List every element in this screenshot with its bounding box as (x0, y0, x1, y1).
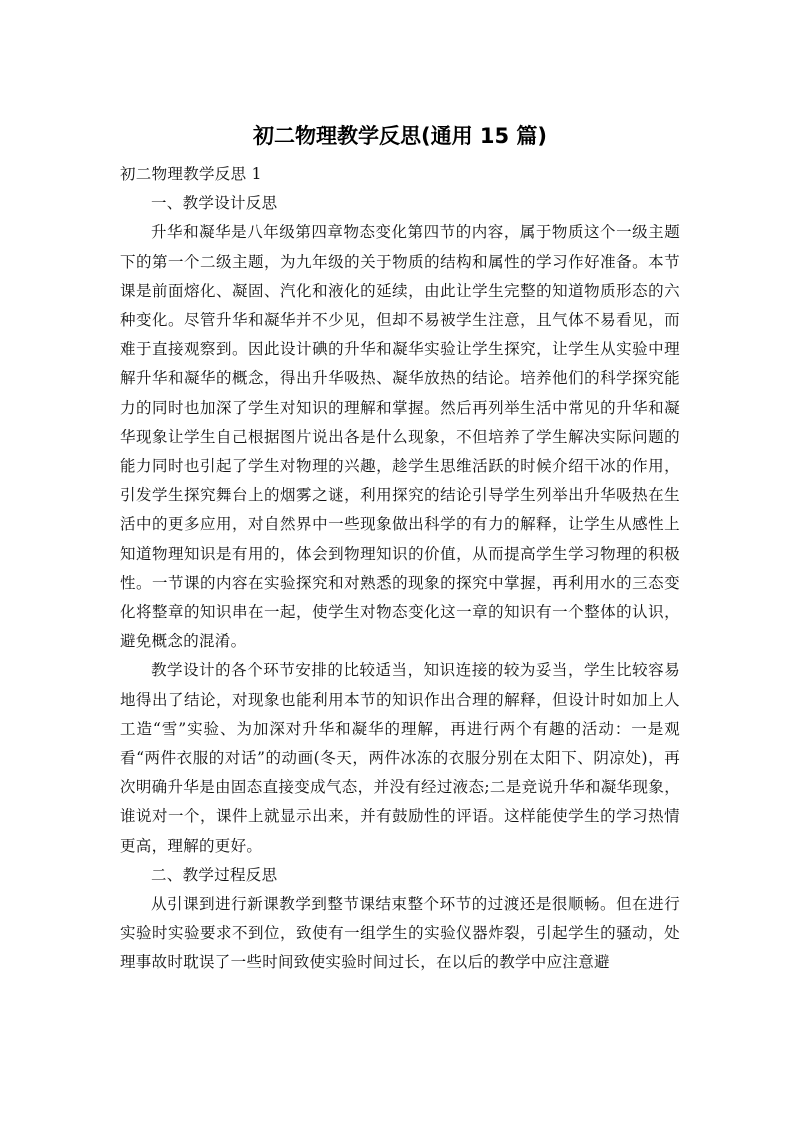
document-body (120, 160, 680, 978)
document-title: 初二物理教学反思(通用 15 篇) (252, 124, 548, 148)
process-paragraph-1: 从引课到进行新课教学到整节课结束整个环节的过渡还是很顺畅。但在进行实验时实验要求不到位，致使有一组学生的实验仪器炸裂，引起学生的骚动，处理事故时耽误了一些时间致使实验时间过长，在以后的教学中应注意避 (120, 895, 680, 972)
design-paragraph-2: 教学设计的各个环节安排的比较适当，知识连接的较为妥当，学生比较容易地得出了结论，对现象也能利用本节的知识作出合理的解释，但设计时如加上人工造“雪”实验、为加深对升华和凝华的理解，再进行两个有趣的活动：一是观看“两件衣服的对话”的动画(冬天，两件冰冻的衣服分别在太阳下、阴凉处)，再次明确升华是由固态直接变成气态，并没有经过液态;二是竞说升华和凝华现象，谁说对一个，课件上就显示出来，并有鼓励性的评语。这样能使学生的学习热情更高，理解的更好。 (120, 661, 680, 855)
document-subtitle: 初二物理教学反思 1 (120, 165, 262, 183)
design-paragraph-1: 升华和凝华是八年级第四章物态变化第四节的内容，属于物质这个一级主题下的第一个二级主题，为九年级的关于物质的结构和属性的学习作好准备。本节课是前面熔化、凝固、汽化和液化的延续，由此让学生完整的知道物质形态的六种变化。尽管升华和凝华并不少见，但却不易被学生注意，且气体不易看见，而难于直接观察到。因此设计碘的升华和凝华实验让学生探究，让学生从实验中理解升华和凝华的概念，得出升华吸热、凝华放热的结论。培养他们的科学探究能力的同时也加深了学生对知识的理解和掌握。然后再列举生活中常见的升华和凝华现象让学生自己根据图片说出各是什么现象，不但培养了学生解决实际问题的能力同时也引起了学生对物理的兴趣，趁学生思维活跃的时候介绍干冰的作用，引发学生探究舞台上的烟雾之谜，利用探究的结论引导学生列举出升华吸热在生活中的更多应用，对自然界中一些现象做出科学的有力的解释，让学生从感性上知道物理知识是有用的，体会到物理知识的价值，从而提高学生学习物理的积极性。一节课的内容在实验探究和对熟悉的现象的探究中掌握，再利用水的三态变化将整章的知识串在一起，使学生对物态变化这一章的知识有一个整体的认识，避免概念的混淆。 (120, 223, 680, 651)
section-heading-design: 一、教学设计反思 (151, 194, 278, 213)
section-heading-process: 二、教学过程反思 (151, 865, 278, 884)
